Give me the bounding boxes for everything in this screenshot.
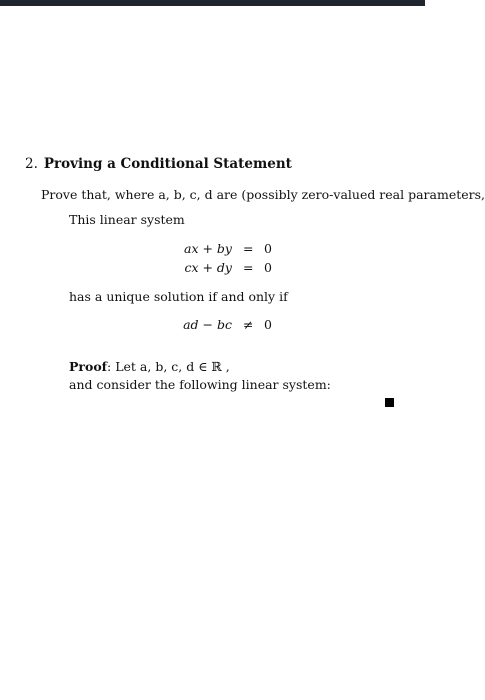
proof-label: Proof: [69, 359, 108, 374]
equation-1-operator: =: [243, 241, 254, 256]
system-intro-text: This linear system: [69, 212, 185, 227]
top-border-bar: [0, 0, 425, 6]
condition-rhs: 0: [264, 317, 272, 332]
condition-operator: ≠: [243, 317, 254, 332]
section-heading: [25, 156, 292, 172]
section-title: Proving a Conditional Statement: [43, 156, 292, 172]
equation-2-rhs: 0: [264, 260, 272, 275]
equation-2-lhs: cx + dy: [184, 260, 232, 275]
proof-second-line: and consider the following linear system:: [69, 377, 331, 392]
equation-2-operator: =: [243, 260, 254, 275]
condition-lhs: ad − bc: [183, 317, 232, 332]
equation-1-rhs: 0: [264, 241, 272, 256]
qed-square-icon: [385, 398, 394, 407]
proof-let-clause: : Let a, b, c, d ∈ ℝ ,: [107, 359, 230, 374]
unique-solution-statement: has a unique solution if and only if: [69, 289, 288, 304]
problem-statement: Prove that, where a, b, c, d are (possibly zero-valued real parameters,: [41, 187, 485, 202]
equation-1-lhs: ax + by: [184, 241, 232, 256]
section-number: 2.: [25, 156, 38, 172]
proof-first-line: [69, 359, 230, 375]
